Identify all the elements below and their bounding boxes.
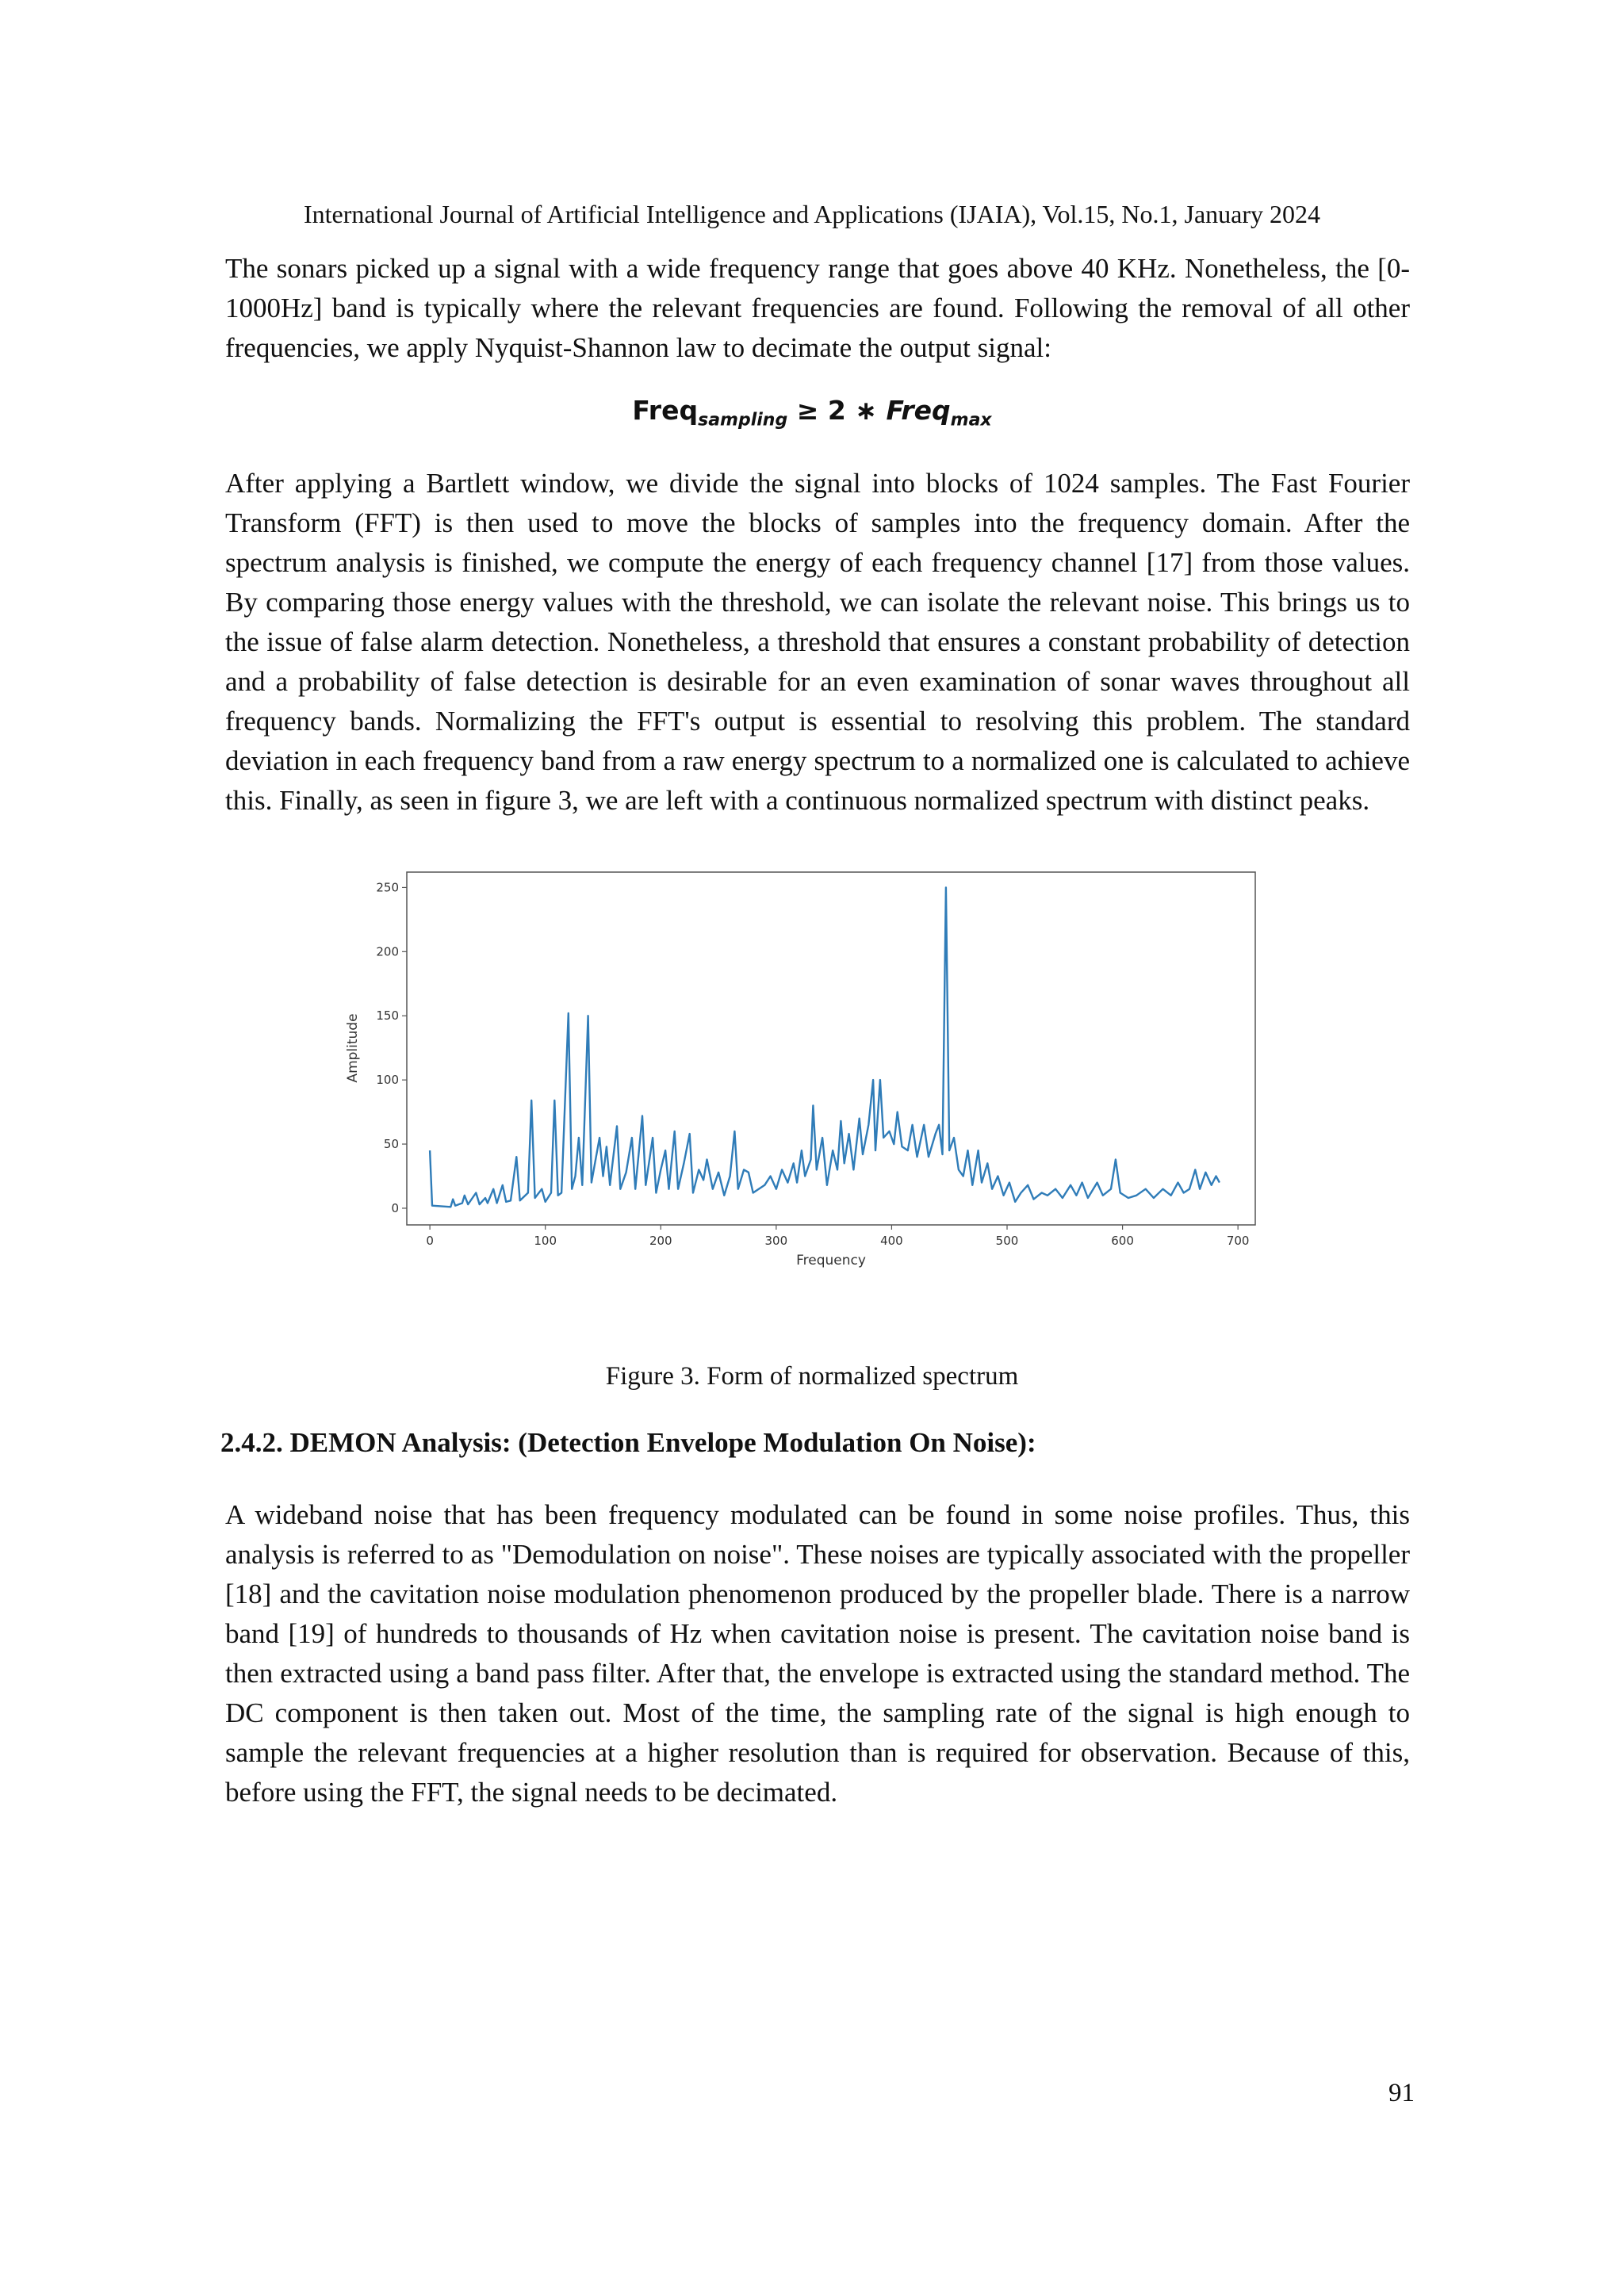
- nyquist-formula: [0, 395, 1624, 430]
- y-tick-label: 250: [376, 880, 399, 895]
- y-axis-label: Amplitude: [345, 1013, 361, 1083]
- y-axis-ticks: [376, 880, 407, 1215]
- normalized-spectrum-chart: [333, 856, 1316, 1284]
- x-axis-ticks: [426, 1225, 1249, 1248]
- formula-rhs-sub: max: [950, 410, 992, 430]
- y-tick-label: 150: [376, 1008, 399, 1024]
- x-tick-label: 400: [880, 1234, 903, 1248]
- page-number: 91: [1388, 2079, 1415, 2107]
- x-axis-label: Frequency: [796, 1253, 866, 1269]
- section-heading: 2.4.2. DEMON Analysis: (Detection Envelope Modulation On Noise):: [220, 1427, 1036, 1458]
- x-tick-label: 0: [426, 1234, 434, 1248]
- figure-caption: Figure 3. Form of normalized spectrum: [605, 1362, 1019, 1391]
- formula-lhs: Freq: [632, 395, 699, 426]
- x-tick-label: 700: [1226, 1234, 1250, 1248]
- y-tick-label: 100: [376, 1073, 399, 1088]
- y-tick-label: 200: [376, 944, 399, 959]
- x-tick-label: 600: [1111, 1234, 1134, 1248]
- formula-rhs: Freq: [886, 395, 951, 426]
- x-tick-label: 300: [764, 1234, 788, 1248]
- x-tick-label: 200: [649, 1234, 672, 1248]
- y-tick-label: 0: [391, 1200, 399, 1215]
- paragraph-intro: The sonars picked up a signal with a wide frequency range that goes above 40 KHz. Nonetheless, the [0-1000Hz] band is typically where the relevant frequencies are found. Following the removal of all other frequencies, we apply Nyquist-Shannon law to decimate the output signal:: [225, 253, 1410, 363]
- journal-header: International Journal of Artificial Intelligence and Applications (IJAIA), Vol.15, No.1, January 2024: [303, 200, 1321, 228]
- formula-lhs-sub: sampling: [698, 410, 788, 430]
- x-tick-label: 500: [995, 1234, 1019, 1248]
- paragraph-fft: After applying a Bartlett window, we divide the signal into blocks of 1024 samples. The Fast Fourier Transform (FFT) is then used to move the blocks of samples into the frequency domain. After the spectrum analysis is finished, we compute the energy of each frequency channel [17] from those values. By comparing those energy values with the threshold, we can isolate the relevant noise. This brings us to the issue of false alarm detection. Nonetheless, a threshold that ensures a constant probability of detection and a probability of false detection is desirable for an even examination of sonar waves throughout all frequency bands. Normalizing the FFT's output is essential to resolving this problem. The standard deviation in each frequency band from a raw energy spectrum to a normalized one is calculated to achieve this. Finally, as seen in figure 3, we are left with a continuous normalized spectrum with distinct peaks.: [225, 468, 1410, 816]
- x-tick-label: 100: [534, 1234, 557, 1248]
- paragraph-demon: A wideband noise that has been frequency modulated can be found in some noise profiles. Thus, this analysis is referred to as "Demodulation on noise". These noises are typically associated with the propeller [18] and the cavitation noise modulation phenomenon produced by the propeller blade. There is a narrow band [19] of hundreds to thousands of Hz when cavitation noise is present. The cavitation noise band is then extracted using a band pass filter. After that, the envelope is extracted using the standard method. The DC component is then taken out. Most of the time, the sampling rate of the signal is high enough to sample the relevant frequencies at a higher resolution than is required for observation. Because of this, before using the FFT, the signal needs to be decimated.: [225, 1499, 1410, 1808]
- y-tick-label: 50: [383, 1137, 399, 1152]
- formula-operator: ≥ 2 ∗: [796, 395, 877, 426]
